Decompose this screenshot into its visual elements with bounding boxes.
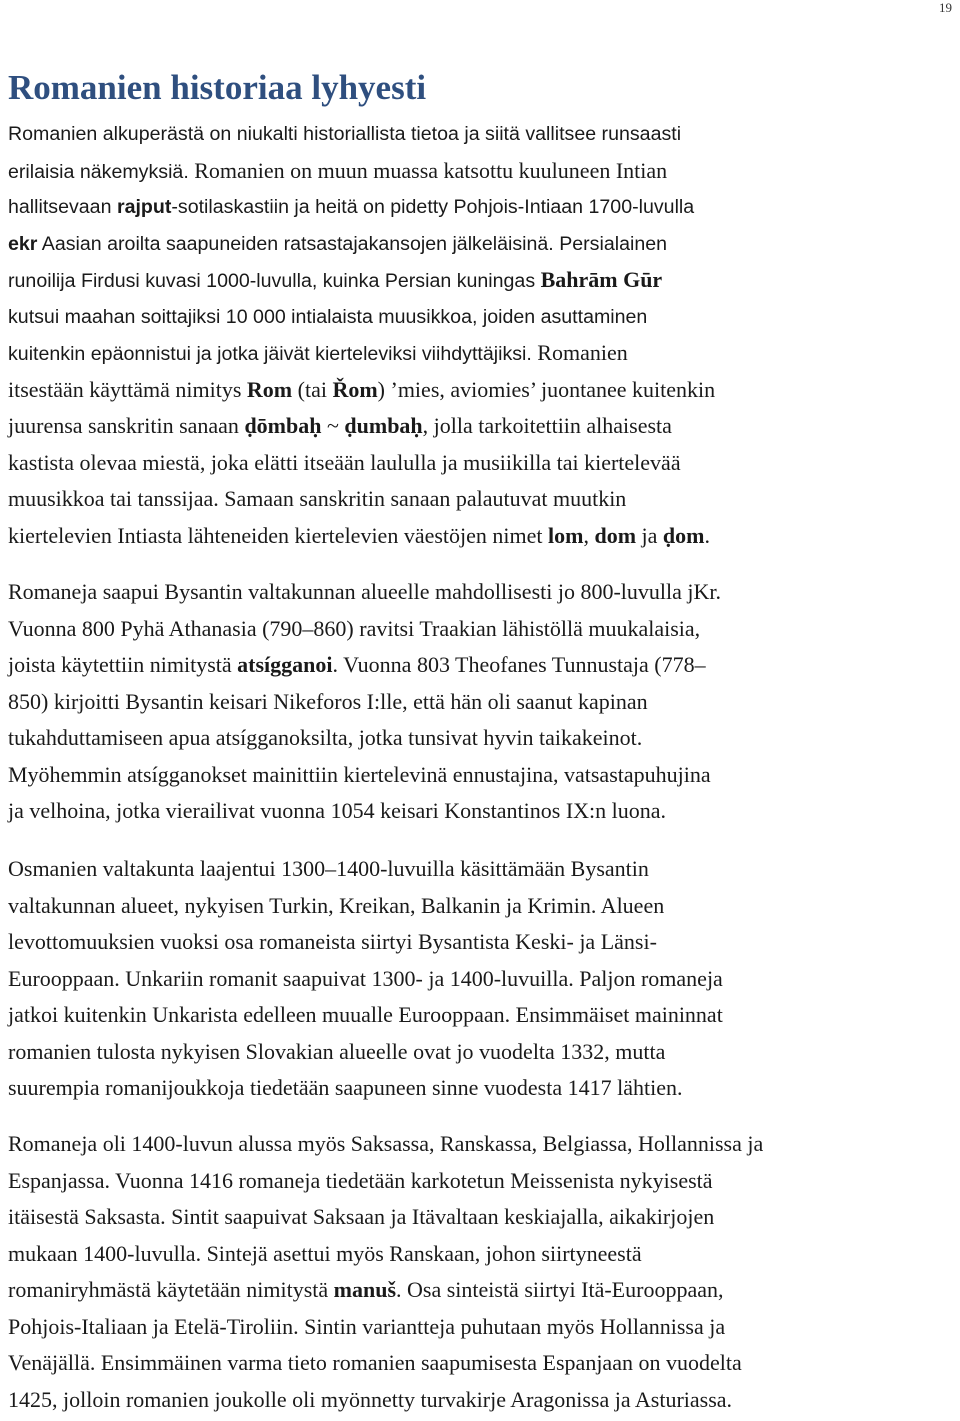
text-line xyxy=(8,757,960,794)
text-line xyxy=(8,189,960,226)
page-number: 19 xyxy=(939,0,952,15)
text-segment: Eurooppaan. Unkariin romanit saapuivat 1300- ja 1400-luvuilla. Paljon romaneja xyxy=(8,965,723,991)
text-segment: ja xyxy=(636,522,663,548)
paragraph-byzantium xyxy=(8,574,960,830)
text-segment: Venäjällä. Ensimmäinen varma tieto romanien saapumisesta Espanjaan on vuodelta xyxy=(8,1350,742,1375)
text-line xyxy=(8,518,960,555)
text-line xyxy=(8,574,960,611)
text-segment: mukaan 1400-luvulla. Sintejä asettui myös Ranskaan, johon siirtyneestä xyxy=(8,1240,642,1266)
text-line xyxy=(8,481,960,518)
bold-term: lom xyxy=(548,522,584,548)
text-segment: joista käytettiin nimitystä xyxy=(8,652,238,677)
text-line xyxy=(8,1163,960,1200)
text-line xyxy=(8,961,960,998)
text-segment: Vuonna 800 Pyhä Athanasia (790–860) ravitsi Traakian lähistöllä muukalaisia, xyxy=(8,615,701,641)
text-segment: 850) kirjoitti Bysantin keisari Nikeforos I:lle, että hän oli saanut kapinan xyxy=(8,688,648,714)
text-line xyxy=(8,1126,960,1163)
text-line xyxy=(8,153,960,190)
text-segment: Osmanien valtakunta laajentui 1300–1400-luvuilla käsittämään Bysantin xyxy=(8,856,649,881)
bold-term: Řom xyxy=(332,376,378,402)
text-segment: . Vuonna 803 Theofanes Tunnustaja (778– xyxy=(332,652,706,677)
paragraph-western-europe xyxy=(8,1126,960,1418)
text-segment: , jolla tarkoitettiin alhaisesta xyxy=(422,413,672,438)
text-segment: romaniryhmästä käytetään nimitystä xyxy=(8,1277,334,1302)
text-segment: (tai xyxy=(292,376,333,402)
text-line xyxy=(8,1034,960,1071)
bold-term: ekr xyxy=(8,232,38,255)
text-segment: . xyxy=(704,522,710,548)
text-line xyxy=(8,1236,960,1273)
text-segment: -sotilaskastiin ja heitä on pidetty Pohjois-Intiaan 1700-luvulla xyxy=(171,196,695,218)
text-line xyxy=(8,116,960,153)
page-title: Romanien historiaa lyhyesti xyxy=(8,68,427,107)
text-segment: Romaneja saapui Bysantin valtakunnan alueelle mahdollisesti jo 800-luvulla jKr. xyxy=(8,579,722,604)
bold-term: Rom xyxy=(246,376,293,402)
text-line xyxy=(8,997,960,1034)
text-segment: itsestään käyttämä nimitys xyxy=(8,376,247,402)
bold-term: dom xyxy=(594,522,637,548)
text-segment: levottomuuksien vuoksi osa romaneista siirtyi Bysantista Keski- ja Länsi- xyxy=(8,929,657,954)
text-line xyxy=(8,611,960,648)
bold-term: ḍōmbaḥ xyxy=(244,413,322,438)
text-segment: runoilija Firdusi kuvasi 1000-luvulla, kuinka Persian kuningas xyxy=(8,270,541,292)
text-segment: Myöhemmin atsígganokset mainittiin kiertelevinä ennustajina, vatsastapuhujina xyxy=(8,761,711,787)
text-segment: Romanien on muun muassa katsottu kuuluneen Intian xyxy=(194,157,668,183)
bold-term: rajput xyxy=(116,196,172,218)
text-segment: kutsui maahan soittajiksi 10 000 intialaista muusikkoa, joiden asuttaminen xyxy=(8,305,648,328)
text-segment: Romanien alkuperästä on niukalti historiallista tietoa ja siitä vallitsee runsaasti xyxy=(8,123,682,145)
text-line xyxy=(8,1199,960,1236)
bold-term: manuš xyxy=(333,1277,396,1302)
text-line xyxy=(8,1309,960,1346)
text-line xyxy=(8,647,960,684)
text-segment: Romanien xyxy=(537,340,628,365)
bold-term: Bahrām Gūr xyxy=(540,267,663,292)
text-segment: hallitsevaan xyxy=(8,196,117,218)
text-line xyxy=(8,335,960,372)
text-segment: kuitenkin epäonnistui ja jotka jäivät kierteleviksi viihdyttäjiksi. xyxy=(8,343,538,365)
text-line xyxy=(8,1070,960,1107)
text-segment: juurensa sanskritin sanaan xyxy=(8,413,245,438)
text-segment: jatkoi kuitenkin Unkarista edelleen muualle Eurooppaan. Ensimmäiset maininnat xyxy=(8,1002,723,1027)
text-line xyxy=(8,372,960,409)
text-segment: erilaisia näkemyksiä. xyxy=(8,160,195,183)
text-line xyxy=(8,445,960,482)
text-segment: , xyxy=(583,522,595,548)
text-line xyxy=(8,684,960,721)
text-segment: ja velhoina, jotka vierailivat vuonna 1054 keisari Konstantinos IX:n luona. xyxy=(8,798,667,823)
text-segment: itäisestä Saksasta. Sintit saapuivat Saksaan ja Itävaltaan keskiajalla, aikakirjojen xyxy=(8,1204,715,1229)
text-segment: muusikkoa tai tanssijaa. Samaan sanskritin sanaan palautuvat muutkin xyxy=(8,486,627,511)
text-line xyxy=(8,262,960,299)
text-segment: Romaneja oli 1400-luvun alussa myös Saksassa, Ranskassa, Belgiassa, Hollannissa ja xyxy=(8,1131,764,1156)
bold-term: atsígganoi xyxy=(237,652,333,677)
text-segment: ~ xyxy=(321,413,345,438)
text-segment: . Osa sinteistä siirtyi Itä-Eurooppaan, xyxy=(396,1277,724,1302)
text-line xyxy=(8,1345,960,1382)
text-line xyxy=(8,1272,960,1309)
text-segment: tukahduttamiseen apua atsígganoksilta, jotka tunsivat hyvin taikakeinot. xyxy=(8,725,643,750)
text-line xyxy=(8,299,960,336)
text-segment: kastista olevaa miestä, joka elätti itseään laululla ja musiikilla tai kiertelevää xyxy=(8,449,681,475)
bold-term: ḍumbaḥ xyxy=(344,413,423,438)
text-line xyxy=(8,720,960,757)
text-segment: valtakunnan alueet, nykyisen Turkin, Kreikan, Balkanin ja Krimin. Alueen xyxy=(8,892,665,918)
text-segment: romanien tulosta nykyisen Slovakian alueelle ovat jo vuodelta 1332, mutta xyxy=(8,1038,666,1064)
text-line xyxy=(8,793,960,830)
text-segment: Espanjassa. Vuonna 1416 romaneja tiedetään karkotetun Meissenista nykyisestä xyxy=(8,1167,713,1193)
text-segment: Pohjois-Italiaan ja Etelä-Tiroliin. Sintin variantteja puhutaan myös Hollannissa ja xyxy=(8,1313,726,1339)
text-line xyxy=(8,408,960,445)
text-segment: kiertelevien Intiasta lähteneiden kiertelevien väestöjen nimet xyxy=(8,522,548,548)
paragraph-origins xyxy=(8,116,960,554)
text-line xyxy=(8,1382,960,1419)
text-line xyxy=(8,226,960,263)
text-segment: 1425, jolloin romanien joukolle oli myönnetty turvakirje Aragonissa ja Asturiassa. xyxy=(8,1386,733,1412)
text-segment: Persialainen xyxy=(559,232,668,255)
text-segment: suurempia romanijoukkoja tiedetään saapuneen sinne vuodesta 1417 lähtien. xyxy=(8,1075,683,1100)
bold-term: ḍom xyxy=(662,522,705,548)
text-segment: ) ’mies, aviomies’ juontanee kuitenkin xyxy=(377,376,716,402)
text-segment: Aasian aroilta saapuneiden ratsastajakansojen jälkeläisinä. xyxy=(37,232,560,255)
paragraph-ottoman xyxy=(8,851,960,1107)
text-line xyxy=(8,924,960,961)
text-line xyxy=(8,851,960,888)
text-line xyxy=(8,888,960,925)
